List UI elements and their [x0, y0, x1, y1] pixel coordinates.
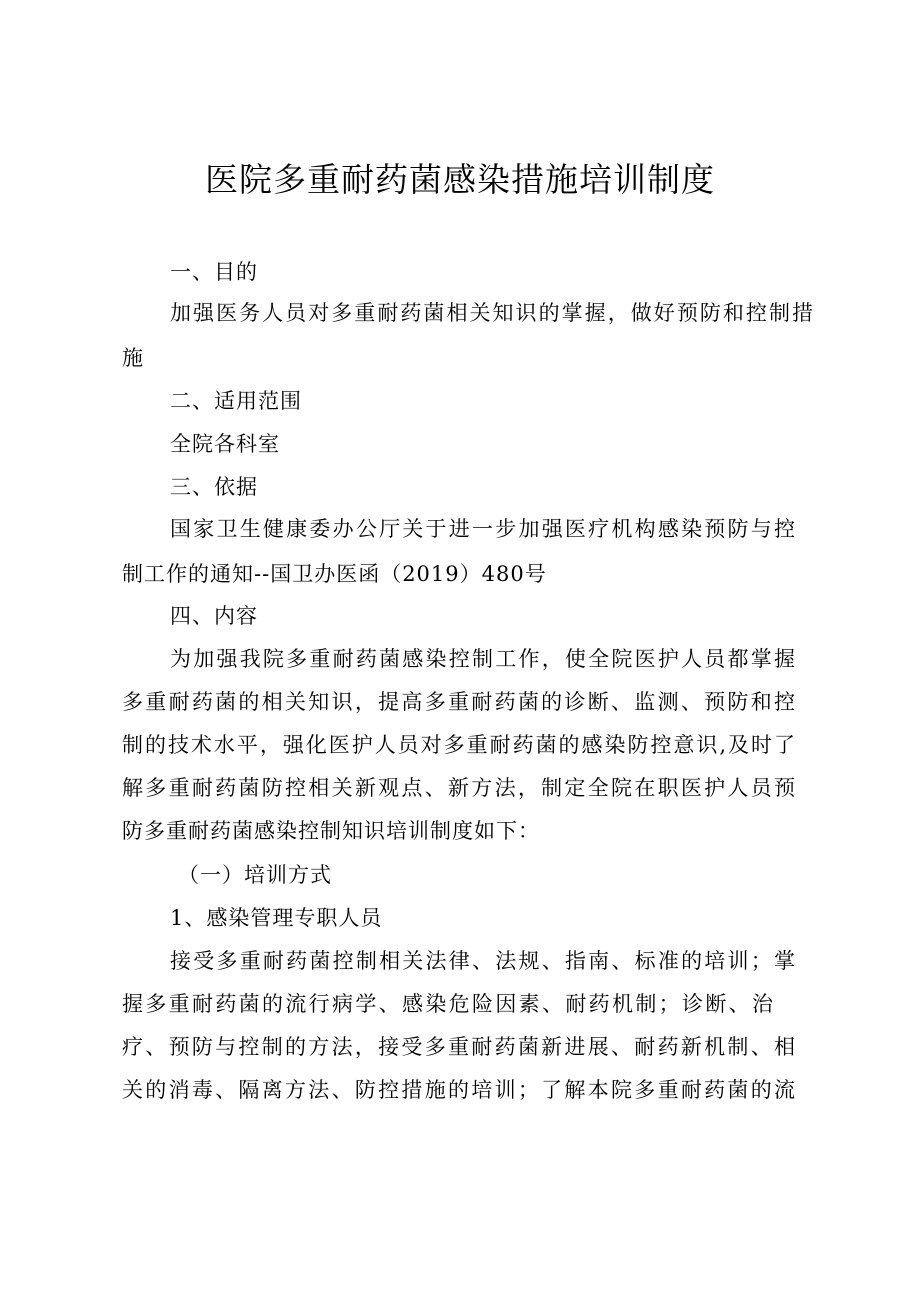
paragraph-line: 为加强我院多重耐药菌感染控制工作，使全院医护人员都掌握	[170, 647, 796, 671]
paragraph-line: 握多重耐药菌的流行病学、感染危险因素、耐药机制；诊断、治	[122, 992, 774, 1016]
heading-purpose: 一、目的	[170, 260, 258, 284]
paragraph-line: 关的消毒、隔离方法、防控措施的培训；了解本院多重耐药菌的流	[122, 1078, 796, 1102]
paragraph-line: 多重耐药菌的相关知识，提高多重耐药菌的诊断、监测、预防和控	[122, 690, 796, 714]
heading-scope: 二、适用范围	[170, 389, 302, 413]
paragraph-line: 制工作的通知--国卫办医函（2019）480号	[122, 562, 547, 586]
heading-content: 四、内容	[170, 604, 258, 628]
paragraph-line: 接受多重耐药菌控制相关法律、法规、指南、标准的培训；掌	[170, 949, 796, 973]
paragraph-line: 施	[122, 346, 144, 370]
subheading-infection-staff: 1、感染管理专职人员	[170, 906, 383, 930]
document-title: 医院多重耐药菌感染措施培训制度	[205, 160, 715, 199]
paragraph-line: 全院各科室	[170, 432, 280, 456]
paragraph-line: 制的技术水平，强化医护人员对多重耐药菌的感染防控意识,及时了	[122, 733, 796, 757]
paragraph-line: 加强医务人员对多重耐药菌相关知识的掌握，做好预防和控制措	[170, 301, 814, 325]
paragraph-line: 防多重耐药菌感染控制知识培训制度如下：	[122, 819, 540, 843]
paragraph-line: 解多重耐药菌防控相关新观点、新方法，制定全院在职医护人员预	[122, 776, 796, 800]
paragraph-line: 国家卫生健康委办公厅关于进一步加强医疗机构感染预防与控	[170, 517, 796, 541]
paragraph-line: 疗、预防与控制的方法，接受多重耐药菌新进展、耐药新机制、相	[122, 1035, 796, 1059]
heading-basis: 三、依据	[170, 475, 258, 499]
subheading-training-method: （一）培训方式	[178, 863, 332, 887]
